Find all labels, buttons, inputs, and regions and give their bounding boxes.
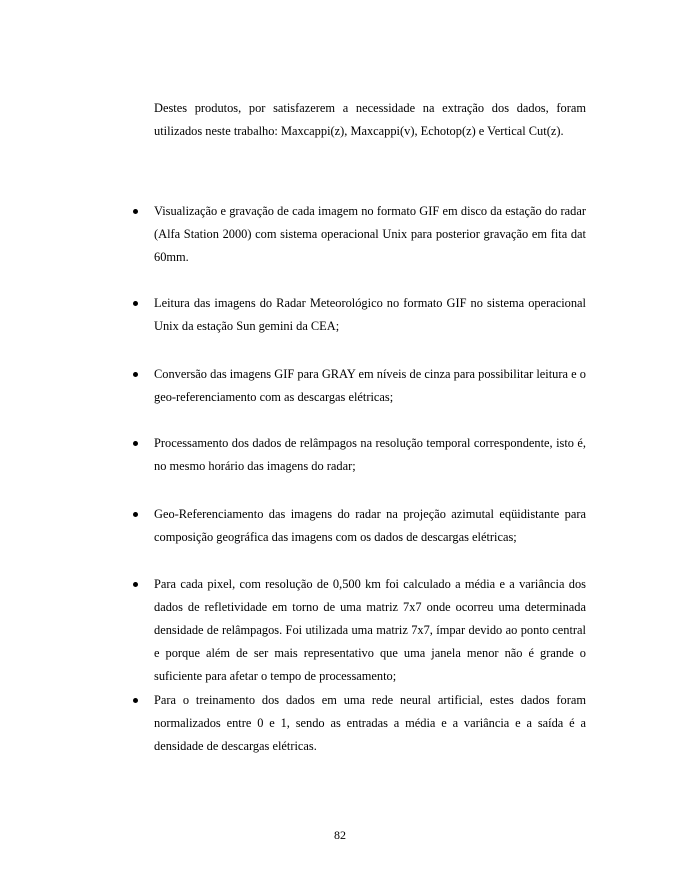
intro-paragraph: Destes produtos, por satisfazerem a necessidade na extração dos dados, foram utilizados neste trabalho: Maxcappi(z), Maxcappi(v), Echotop(z) e Vertical Cut(z). — [154, 101, 586, 138]
bullet-item — [154, 200, 586, 269]
bullet-text: Conversão das imagens GIF para GRAY em níveis de cinza para possibilitar leitura e o geo-referenciamento com as descargas elétricas; — [154, 367, 586, 404]
bullet-icon — [133, 582, 138, 587]
bullet-icon — [133, 209, 138, 214]
bullet-text: Visualização e gravação de cada imagem no formato GIF em disco da estação do radar (Alfa Station 2000) com sistema operacional Unix para posterior gravação em fita dat 60mm. — [154, 204, 586, 264]
bullet-icon — [133, 441, 138, 446]
bullet-item — [154, 689, 586, 758]
bullet-text: Geo-Referenciamento das imagens do radar na projeção azimutal eqüidistante para composição geográfica das imagens com os dados de descargas elétricas; — [154, 507, 586, 544]
bullet-icon — [133, 301, 138, 306]
bullet-icon — [133, 372, 138, 377]
bullet-text: Para o treinamento dos dados em uma rede neural artificial, estes dados foram normalizados entre 0 e 1, sendo as entradas a média e a variância e a saída é a densidade de descargas elétricas. — [154, 693, 586, 753]
bullet-item — [154, 432, 586, 478]
bullet-item — [154, 292, 586, 338]
page-number: 82 — [334, 828, 346, 842]
bullet-item — [154, 573, 586, 688]
bullet-text: Processamento dos dados de relâmpagos na resolução temporal correspondente, isto é, no mesmo horário das imagens do radar; — [154, 436, 586, 473]
bullet-icon — [133, 512, 138, 517]
bullet-text: Leitura das imagens do Radar Meteorológico no formato GIF no sistema operacional Unix da estação Sun gemini da CEA; — [154, 296, 586, 333]
bullet-icon — [133, 698, 138, 703]
bullet-text: Para cada pixel, com resolução de 0,500 km foi calculado a média e a variância dos dados de refletividade em torno de uma matriz 7x7 onde ocorreu uma determinada densidade de relâmpagos. Foi utilizada uma matriz 7x7, ímpar devido ao ponto central e porque além de ser mais representativo que uma janela menor não é grande o suficiente para afetar o tempo de processamento; — [154, 577, 586, 683]
bullet-item — [154, 363, 586, 409]
bullet-item — [154, 503, 586, 549]
